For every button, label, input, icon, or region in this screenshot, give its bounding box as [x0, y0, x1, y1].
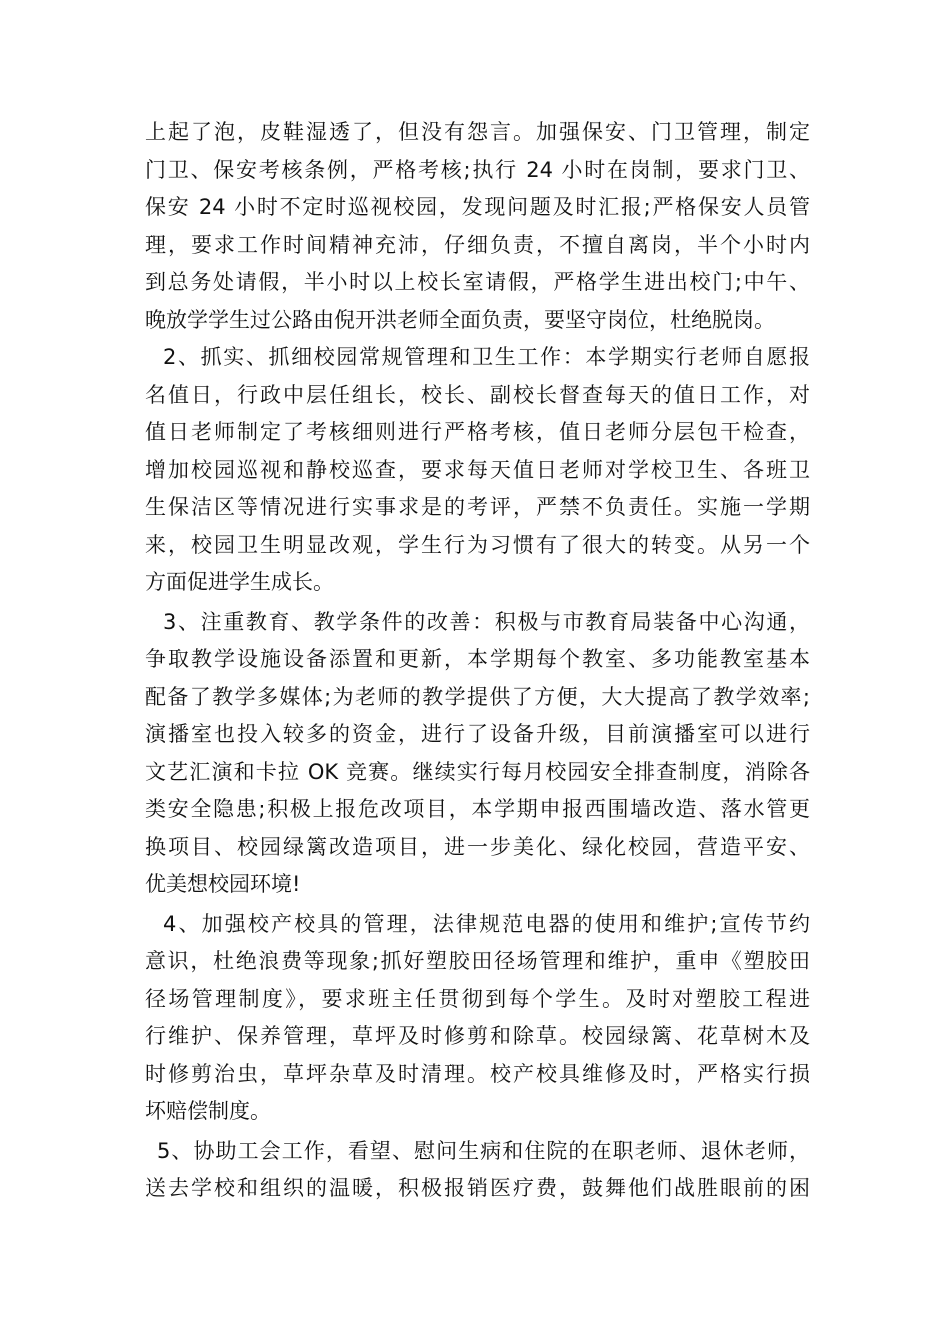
text-line: 行维护、保养管理，草坪及时修剪和除草。校园绿篱、花草树木及 [145, 1024, 810, 1048]
text-line: 增加校园巡视和静校巡查，要求每天值日老师对学校卫生、各班卫 [145, 457, 810, 482]
text-line: 理，要求工作时间精神充沛，仔细负责，不擅自离岗，半个小时内 [145, 232, 810, 257]
paragraph-5 [145, 1133, 810, 1208]
text-line: 文艺汇演和卡拉 OK 竞赛。继续实行每月校园安全排查制度，消除各 [145, 759, 810, 784]
text-line: 坏赔偿制度。 [145, 1099, 271, 1123]
text-line: 生保洁区等情况进行实事求是的考评，严禁不负责任。实施一学期 [145, 495, 810, 519]
paragraph-4 [145, 906, 810, 1131]
text-line: 4、加强校产校具的管理，法律规范电器的使用和维护;宣传节约 [163, 911, 810, 936]
text-line: 方面促进学生成长。 [145, 570, 334, 594]
text-line: 2、抓实、抓细校园常规管理和卫生工作：本学期实行老师自愿报 [163, 345, 810, 369]
document-page [145, 114, 810, 1208]
text-line: 保安 24 小时不定时巡视校园，发现问题及时汇报;严格保安人员管 [145, 195, 810, 219]
text-line: 来，校园卫生明显改观，学生行为习惯有了很大的转变。从另一个 [145, 532, 810, 557]
paragraph-1 [145, 114, 810, 339]
text-line: 换项目、校园绿篱改造项目，进一步美化、绿化校园，营造平安、 [145, 834, 810, 859]
text-line: 类安全隐患;积极上报危改项目，本学期申报西围墙改造、落水管更 [145, 797, 810, 821]
text-line: 优美想校园环境! [145, 872, 301, 896]
text-line: 送去学校和组织的温暖，积极报销医疗费，鼓舞他们战胜眼前的困 [145, 1176, 810, 1200]
paragraph-3 [145, 604, 810, 904]
text-line: 演播室也投入较多的资金，进行了设备升级，目前演播室可以进行 [145, 722, 810, 746]
text-line: 争取教学设施设备添置和更新，本学期每个教室、多功能教室基本 [145, 647, 810, 671]
text-line: 名值日，行政中层任组长，校长、副校长督查每天的值日工作，对 [145, 382, 810, 407]
text-line: 上起了泡，皮鞋湿透了，但没有怨言。加强保安、门卫管理，制定 [145, 120, 810, 144]
text-line: 径场管理制度》，要求班主任贯彻到每个学生。及时对塑胶工程进 [145, 986, 810, 1011]
text-line: 时修剪治虫，草坪杂草及时清理。校产校具维修及时，严格实行损 [145, 1061, 810, 1086]
text-line: 门卫、保安考核条例，严格考核;执行 24 小时在岗制，要求门卫、 [145, 157, 810, 182]
text-line: 意识，杜绝浪费等现象;抓好塑胶田径场管理和维护，重申《塑胶田 [145, 949, 810, 973]
paragraph-2 [145, 339, 810, 602]
text-line: 3、注重教育、教学条件的改善：积极与市教育局装备中心沟通， [163, 609, 810, 634]
text-line: 晚放学学生过公路由倪开洪老师全面负责，要坚守岗位，杜绝脱岗。 [145, 307, 775, 332]
text-line: 值日老师制定了考核细则进行严格考核，值日老师分层包干检查， [145, 420, 810, 444]
text-line: 5、协助工会工作，看望、慰问生病和住院的在职老师、退休老师， [157, 1138, 810, 1163]
text-line: 配备了教学多媒体;为老师的教学提供了方便，大大提高了教学效率; [145, 684, 810, 709]
text-line: 到总务处请假，半小时以上校长室请假，严格学生进出校门;中午、 [145, 270, 810, 294]
